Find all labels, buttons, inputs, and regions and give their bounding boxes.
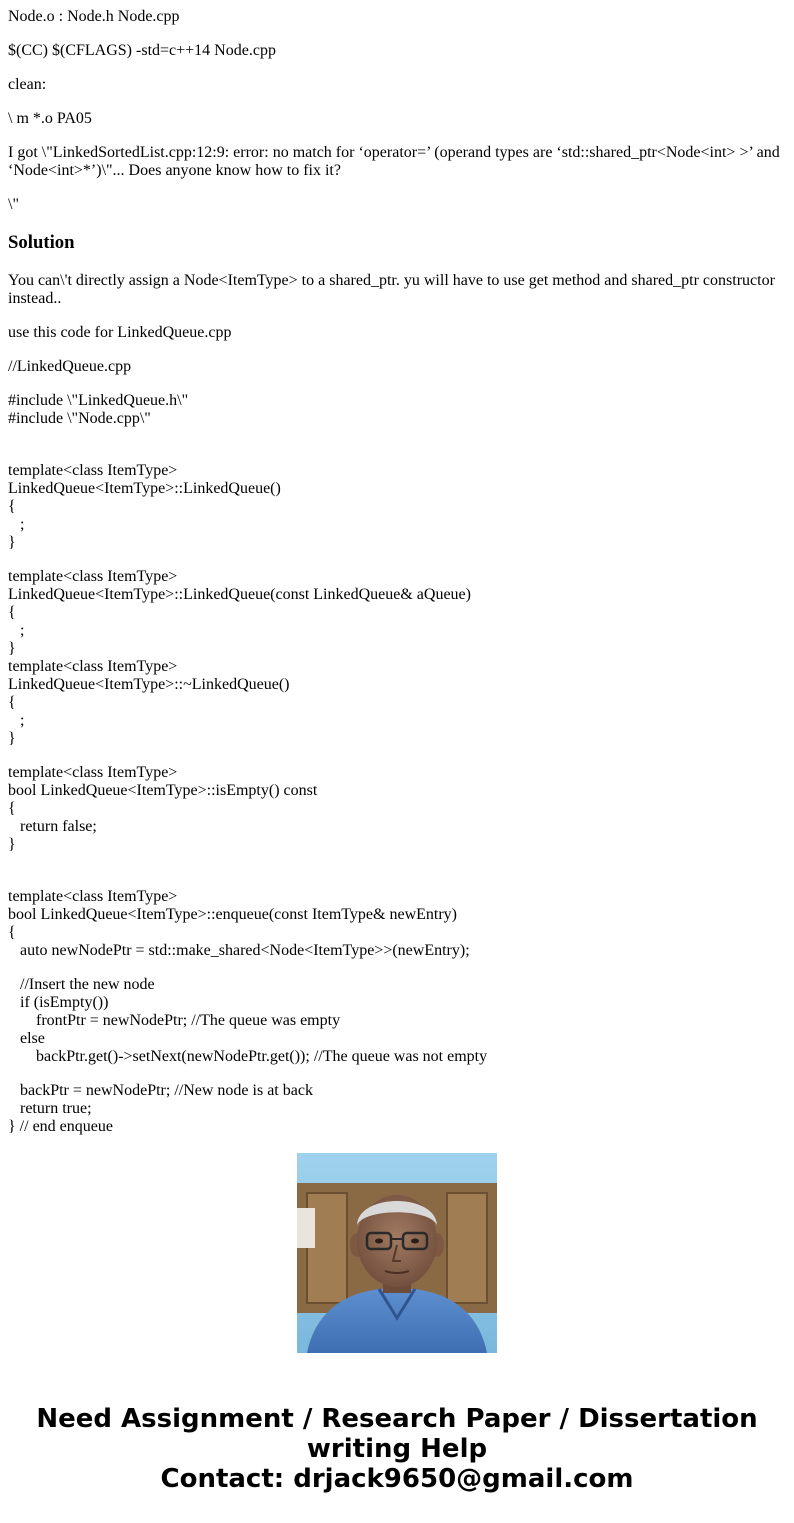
- file-comment: //LinkedQueue.cpp: [8, 358, 132, 375]
- include-lines: #include \"LinkedQueue.h\" #include \"Node.cpp\": [8, 392, 189, 427]
- is-empty-code: template<class ItemType> bool LinkedQueue<ItemType>::isEmpty() const { return false; }: [8, 764, 318, 853]
- promo-banner: [0, 1404, 794, 1494]
- enqueue-insert-code: //Insert the new node if (isEmpty()) frontPtr = newNodePtr; //The queue was empty else backPtr.get()->setNext(newNodePtr.get()); //The queue was not empty: [20, 976, 488, 1065]
- solution-heading: Solution: [8, 232, 75, 253]
- clean-command: \ m *.o PA05: [8, 110, 92, 127]
- constructor-code: template<class ItemType> LinkedQueue<ItemType>::LinkedQueue() { ; }: [8, 462, 281, 551]
- article-content: [8, 0, 786, 1135]
- promo-line-1: Need Assignment / Research Paper / Dissertation: [36, 1404, 758, 1434]
- copy-constructor-destructor-code: template<class ItemType> LinkedQueue<ItemType>::LinkedQueue(const LinkedQueue& aQueue) { ; } template<class ItemType> LinkedQueue<ItemType>::~LinkedQueue() { ; }: [8, 568, 471, 747]
- makefile-rule: Node.o : Node.h Node.cpp: [8, 8, 180, 25]
- makefile-command: $(CC) $(CFLAGS) -std=c++14 Node.cpp: [8, 42, 276, 59]
- promo-line-2: writing Help: [306, 1434, 488, 1464]
- error-description: I got \"LinkedSortedList.cpp:12:9: error: no match for ‘operator=’ (operand types are ‘std::shared_ptr<Node<int> >’ and ‘Node<int>*’)\"... Does anyone know how to fix it?: [8, 144, 784, 179]
- enqueue-header-code: template<class ItemType> bool LinkedQueue<ItemType>::enqueue(const ItemType& newEntry) { auto newNodePtr = std::make_shared<Node<ItemType>>(newEntry);: [8, 888, 470, 959]
- use-code-note: use this code for LinkedQueue.cpp: [8, 324, 232, 341]
- author-avatar: [297, 1153, 497, 1353]
- trailing-quote: \": [8, 196, 19, 213]
- solution-explanation: You can\'t directly assign a Node<ItemType> to a shared_ptr. yu will have to use get method and shared_ptr constructor instead..: [8, 272, 779, 307]
- enqueue-return-code: backPtr = newNodePtr; //New node is at back return true; } // end enqueue: [8, 1082, 313, 1135]
- promo-contact-line[interactable]: Contact: drjack9650@gmail.com: [160, 1464, 634, 1494]
- clean-label: clean:: [8, 76, 47, 93]
- avatar-portrait-image: [297, 1153, 497, 1353]
